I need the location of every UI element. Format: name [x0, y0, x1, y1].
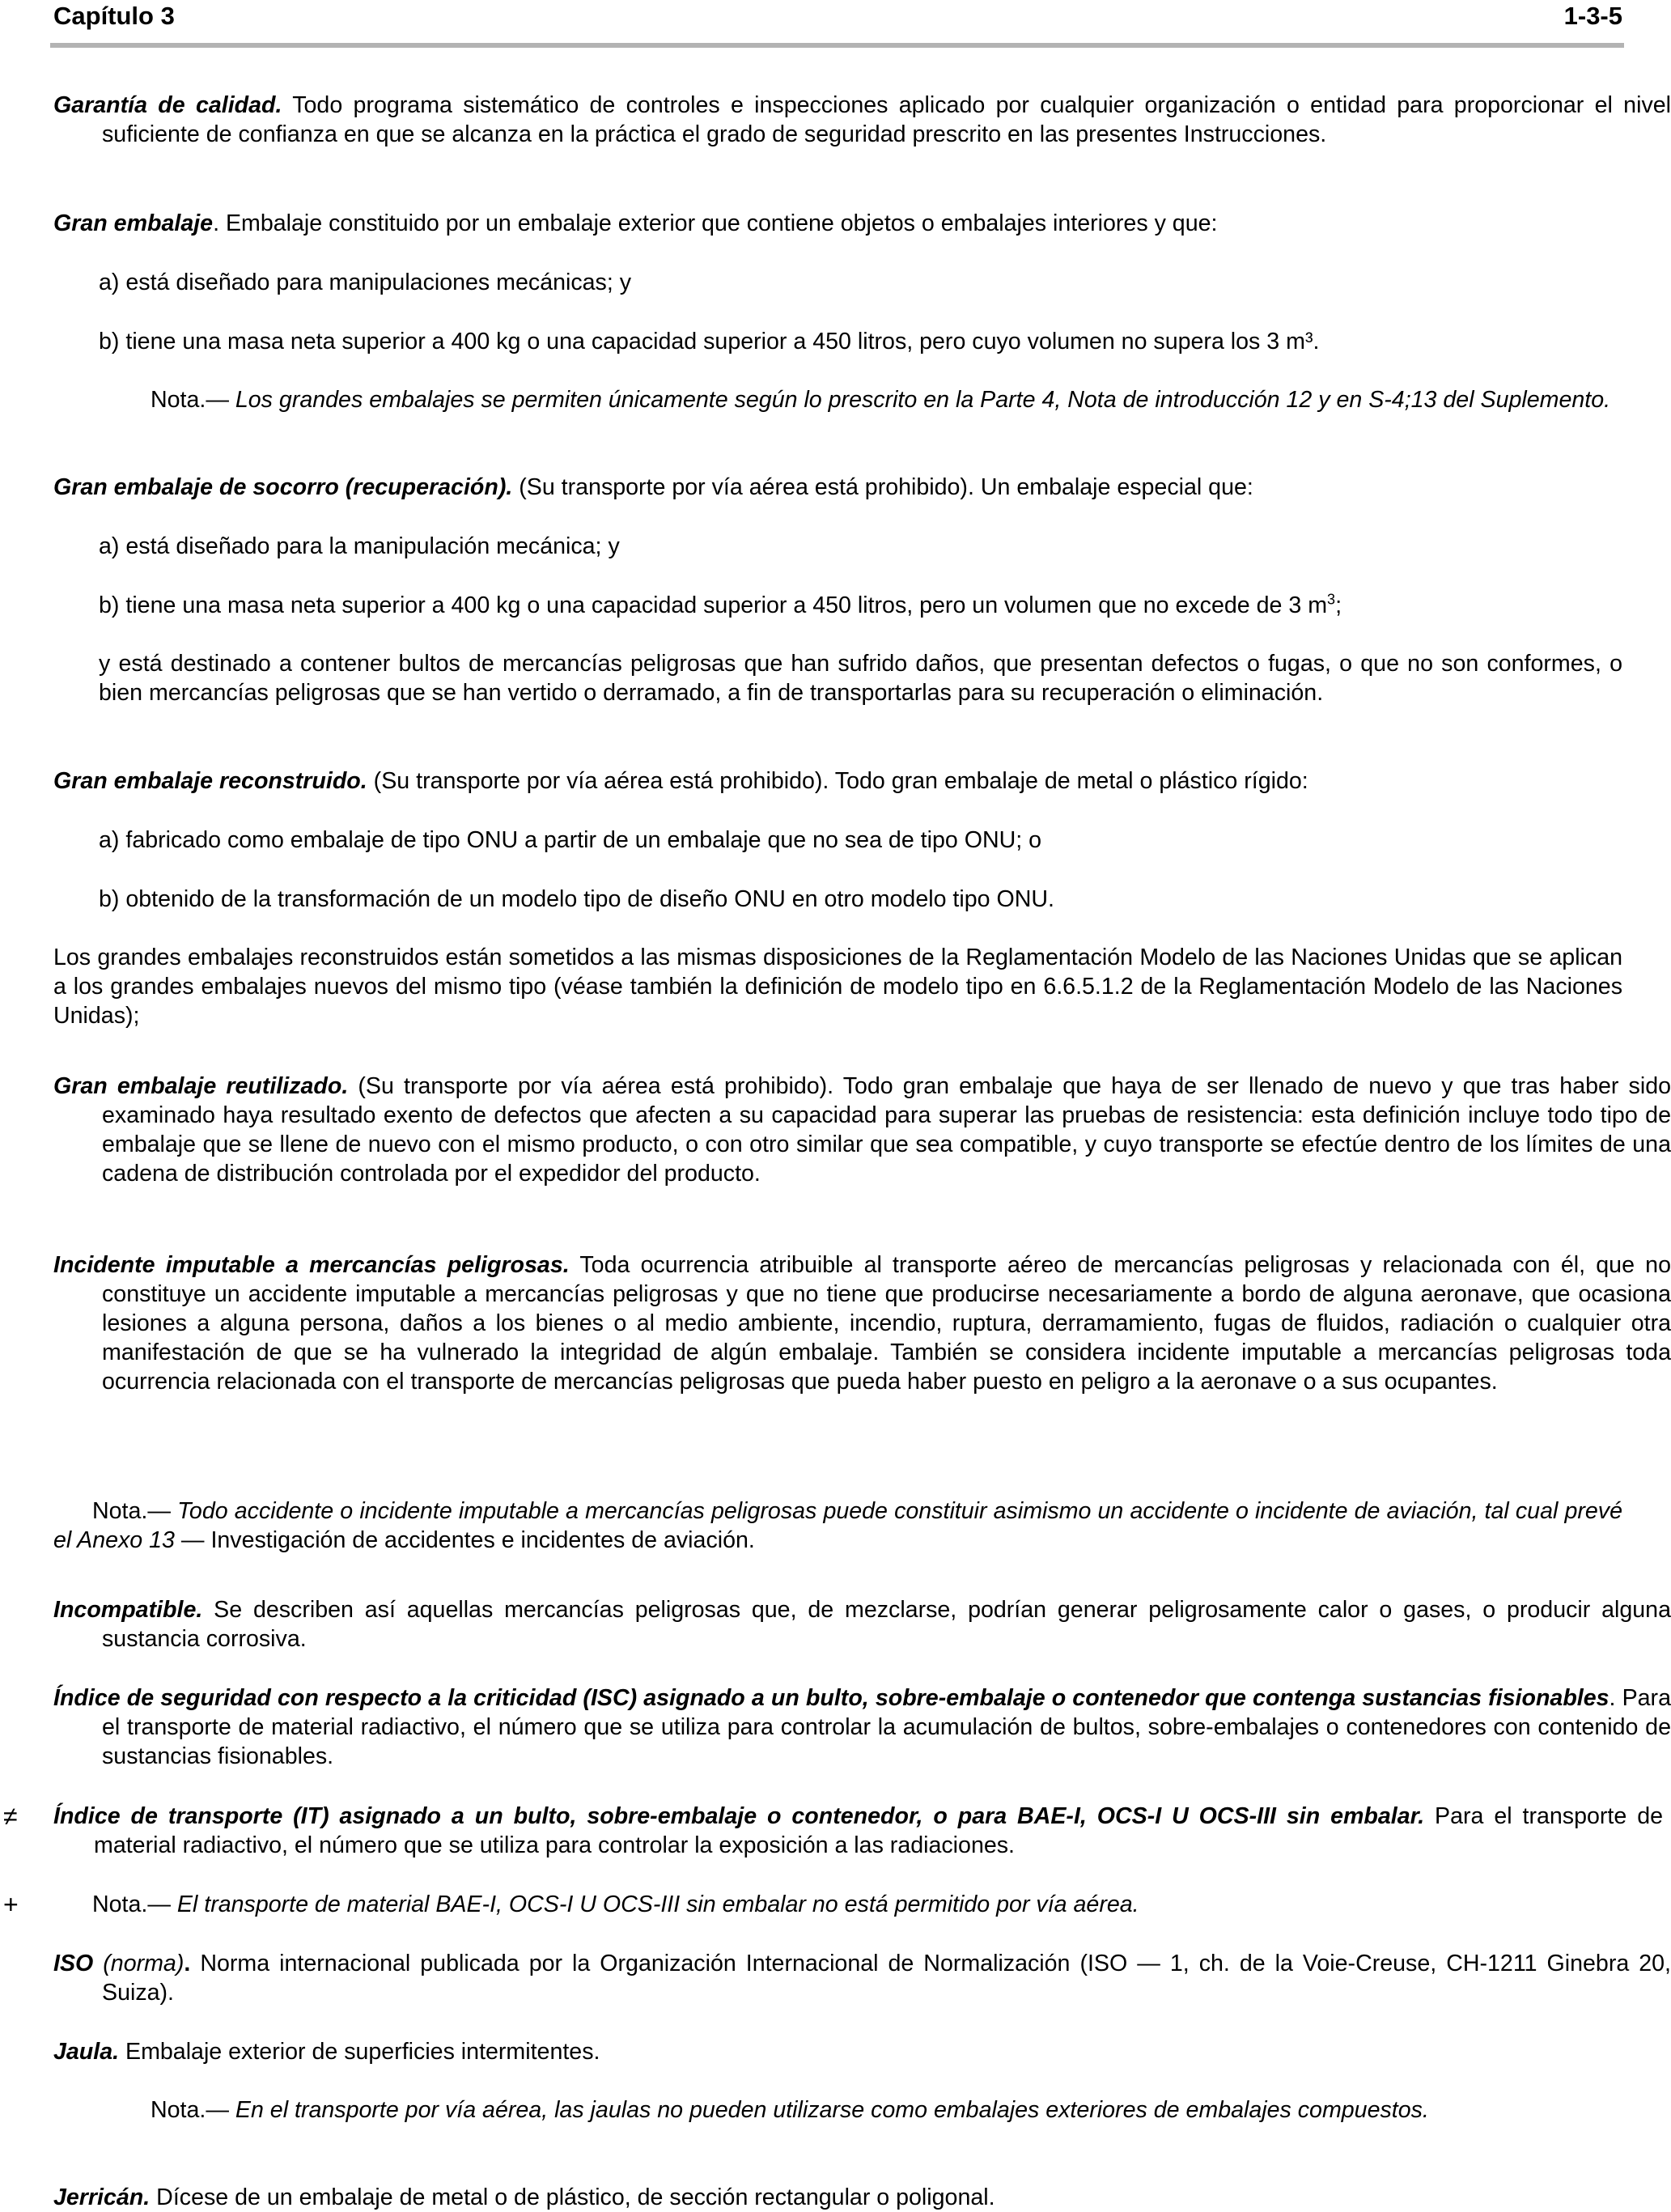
definition-text: . Embalaje constituido por un embalaje exterior que contiene objetos o embalajes interiores y que: — [213, 210, 1218, 236]
term: Incidente imputable a mercancías peligrosas. — [53, 1252, 570, 1278]
definition-gran-embalaje — [53, 209, 1671, 238]
note-text: En el transporte por vía aérea, las jaulas no pueden utilizarse como embalajes exteriores de embalajes compuestos. — [228, 2097, 1429, 2123]
definition-text: Norma internacional publicada por la Organización Internacional de Normalización (ISO — 1, ch. de la Voie-Creuse, CH-1211 Ginebra 20, Suiza). — [102, 1951, 1671, 2006]
term: Jerricán. — [53, 2184, 151, 2210]
definition-text: (Su transporte por vía aérea está prohibido). Todo gran embalaje de metal o plástico rígido: — [367, 768, 1308, 794]
list-item-end: ; — [1335, 592, 1342, 618]
note-label: Nota.— — [92, 1891, 171, 1917]
definition-incompatible — [53, 1595, 1671, 1654]
note-tail: — Investigación de accidentes e incidentes de aviación. — [174, 1527, 755, 1553]
term: Gran embalaje reutilizado. — [53, 1073, 349, 1099]
term: Índice de transporte (IT) asignado a un bulto, sobre-embalaje o contenedor, o para BAE-I, OCS-I U OCS-III sin embalar. — [53, 1803, 1425, 1829]
reconstruido-paragraph: Los grandes embalajes reconstruidos están sometidos a las mismas disposiciones de la Reglamentación Modelo de las Naciones Unidas que se aplican a los grandes embalajes nuevos del mismo tipo (véase también la definición de modelo tipo en 6.6.5.1.2 de la Reglamentación Modelo de las Naciones Unidas); — [53, 945, 1622, 1029]
definition-gran-embalaje-socorro — [53, 473, 1671, 502]
list-item-a: a) está diseñado para la manipulación mecánica; y — [99, 533, 620, 559]
definition-text: Se describen así aquellas mercancías peligrosas que, de mezclarse, podrían generar peligrosamente calor o gases, o producir alguna sustancia corrosiva. — [102, 1597, 1671, 1652]
definition-text: (Su transporte por vía aérea está prohibido). Todo gran embalaje que haya de ser llenado de nuevo y que tras haber sido examinado haya resultado exento de defectos que afecten a su capacidad para superar las pruebas de resistencia: esta definición incluye todo tipo de embalaje que se llene de nuevo con el mismo producto, o con otro similar que sea compatible, y cuyo transporte se efectúe dentro de los límites de una cadena de distribución controlada por el expedidor del producto. — [102, 1073, 1671, 1187]
definition-incidente — [53, 1250, 1671, 1396]
term: Garantía de calidad. — [53, 92, 282, 118]
term: Gran embalaje reconstruido. — [53, 768, 367, 794]
note-label: Nota.— — [151, 2097, 229, 2123]
note-text: El transporte de material BAE-I, OCS-I U OCS-III sin embalar no está permitido por vía aérea. — [170, 1891, 1139, 1917]
list-item-b: b) tiene una masa neta superior a 400 kg o una capacidad superior a 450 litros, pero cuyo volumen no supera los 3 m³. — [99, 329, 1320, 355]
list-item-b: b) obtenido de la transformación de un modelo tipo de diseño ONU en otro modelo tipo ONU. — [99, 886, 1054, 912]
superscript: 3 — [1327, 591, 1336, 608]
definition-iso — [53, 1949, 1671, 2007]
definition-text: Dícese de un embalaje de metal o de plástico, de sección rectangular o poligonal. — [150, 2184, 995, 2210]
term: Incompatible. — [53, 1597, 203, 1623]
addition-marker: + — [3, 1890, 19, 1919]
definition-text: Para el transporte de material radiactivo, el número que se utiliza para controlar la exposición a las radiaciones. — [94, 1803, 1663, 1858]
term: Gran embalaje de socorro (recuperación). — [53, 474, 513, 500]
definition-gran-embalaje-reconstruido — [53, 766, 1671, 796]
chapter-title: Capítulo 3 — [53, 2, 175, 30]
definition-isc — [53, 1683, 1671, 1771]
term: Jaula. — [53, 2039, 120, 2065]
list-item-text: b) tiene una masa neta superior a 400 kg o una capacidad superior a 450 litros, pero un volumen que no excede de 3 m — [99, 592, 1328, 618]
term: ISO — [53, 1951, 94, 1976]
list-item-a: a) está diseñado para manipulaciones mecánicas; y — [99, 270, 632, 295]
definition-text: Embalaje exterior de superficies intermitentes. — [119, 2039, 600, 2065]
list-item-a: a) fabricado como embalaje de tipo ONU a partir de un embalaje que no sea de tipo ONU; o — [99, 827, 1042, 853]
term-qualifier: (norma) — [93, 1951, 184, 1976]
definition-jaula — [53, 2037, 1671, 2066]
term: Índice de seguridad con respecto a la criticidad (ISC) asignado a un bulto, sobre-embalaje o contenedor que contenga sustancias fisionables — [53, 1685, 1610, 1711]
definition-gran-embalaje-reutilizado — [53, 1072, 1671, 1188]
note-gran-embalaje — [53, 385, 1622, 414]
definition-garantia-calidad — [53, 91, 1671, 149]
definition-indice-transporte — [53, 1802, 1663, 1860]
term-period: . — [184, 1951, 191, 1976]
change-marker: ≠ — [3, 1802, 18, 1831]
definition-text: Todo programa sistemático de controles e inspecciones aplicado por cualquier organización o entidad para proporcionar el nivel suficiente de confianza en que se alcanza en la práctica el grado de seguridad prescrito en las presentes Instrucciones. — [102, 92, 1671, 147]
socorro-tail-paragraph: y está destinado a contener bultos de mercancías peligrosas que han sufrido daños, que presentan defectos o fugas, o que no son conformes, o bien mercancías peligrosas que se han vertido o derramado, a fin de transportarlas para su recuperación o eliminación. — [99, 651, 1622, 706]
term: Gran embalaje — [53, 210, 214, 236]
note-indice-transporte — [92, 1890, 1622, 1919]
header-rule — [50, 43, 1624, 48]
note-incidente — [53, 1497, 1622, 1555]
note-jaula — [53, 2095, 1622, 2125]
note-text: Todo accidente o incidente imputable a mercancías peligrosas puede constituir asimismo un accidente o incidente de aviación, tal cual prevé el Anexo 13 — [53, 1498, 1622, 1553]
note-text: Los grandes embalajes se permiten únicamente según lo prescrito en la Parte 4, Nota de introducción 12 y en S-4;13 del Suplemento. — [228, 387, 1611, 413]
definition-text: Toda ocurrencia atribuible al transporte aéreo de mercancías peligrosas y relacionada con él, que no constituye un accidente imputable a mercancías peligrosas y que no tiene que producirse necesariamente a bordo de alguna aeronave, que ocasiona lesiones a alguna persona, daños a los bienes o al medio ambiente, incendio, ruptura, derramamiento, fugas de fluidos, radiación o cualquier otra manifestación de que se ha vulnerado la integridad de algún embalaje. También se considera incidente imputable a mercancías peligrosas toda ocurrencia relacionada con el transporte de mercancías peligrosas que pueda haber puesto en peligro a la aeronave o a sus ocupantes. — [102, 1252, 1671, 1395]
page-number: 1-3-5 — [1563, 2, 1622, 30]
list-item-b — [99, 591, 1622, 620]
definition-text: (Su transporte por vía aérea está prohibido). Un embalaje especial que: — [512, 474, 1253, 500]
definition-text: . Para el transporte de material radiactivo, el número que se utiliza para controlar la acumulación de bultos, sobre-embalajes o contenedores con contenido de sustancias fisionables. — [102, 1685, 1671, 1769]
note-label: Nota.— — [92, 1498, 171, 1524]
definition-jerrican — [53, 2183, 1671, 2212]
note-label: Nota.— — [151, 387, 229, 413]
